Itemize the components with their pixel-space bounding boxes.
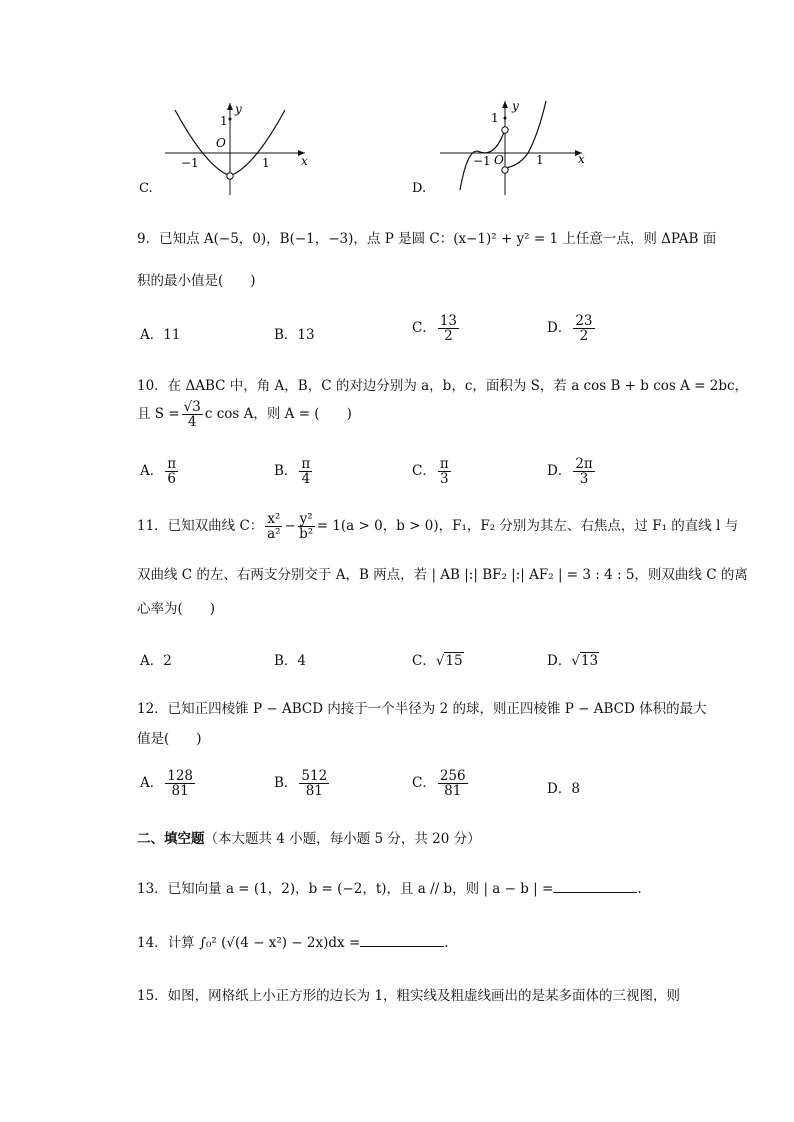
q12-option-a: A． $\frac{128}{81}$ <box>140 768 194 800</box>
answer-blank[interactable] <box>553 880 637 893</box>
open-point-top <box>502 127 508 133</box>
y-axis-arrow <box>502 101 508 108</box>
q11-option-a: A．2 <box>140 653 172 669</box>
y-axis-arrow <box>227 103 233 110</box>
answer-blank[interactable] <box>360 934 444 947</box>
q9-option-a: A．11 <box>140 327 181 343</box>
q10-option-a: A． $\frac{\pi}{6}$ <box>140 456 177 488</box>
origin-label: O <box>216 136 226 150</box>
graph-c <box>135 95 335 200</box>
one-label: 1 <box>491 111 499 125</box>
q10-option-c: C． $\frac{\pi}{3}$ <box>412 456 449 488</box>
pos-one-label: 1 <box>262 156 270 170</box>
open-point-bottom <box>502 167 508 173</box>
q12-text: 12．已知正四棱锥 P − ABCD 内接于一个半径为 2 的球，则正四棱锥 P − ABCD 体积的最大 <box>137 701 707 717</box>
q11-text-2: 双曲线 C 的左、右两支分别交于 A，B 两点，若 | AB |:| BF₂ |:| AF₂ | = 3 : 4 : 5，则双曲线 C 的离 <box>137 567 748 583</box>
x-label: x <box>578 152 585 166</box>
q9-option-c: C． $\frac{13}{2}$ <box>412 313 458 345</box>
q11-text-3: 心率为( ) <box>137 601 216 617</box>
q10-option-d: D． $\frac{2\pi}{3}$ <box>547 456 593 488</box>
q10-text: 10．在 ΔABC 中，角 A，B，C 的对边分别为 a，b，c，面积为 S，若 a cos B + b cos A = 2bc， <box>137 378 749 394</box>
q9-text: 9．已知点 A(−5，0)，B(−1，−3)，点 P 是圆 C：(x−1)² + y² = 1 上任意一点，则 ΔPAB 面 <box>137 231 717 247</box>
y-label: y <box>512 99 519 113</box>
q12-option-d: D．8 <box>547 781 580 797</box>
origin-label: O <box>494 153 504 167</box>
q10-text-2: 且 S = $\frac{√3}{4}$ c cos A，则 A = ( ) <box>137 399 352 431</box>
q13-text: 13．已知向量 a = (1，2)，b = (−2，t)，且 a // b，则 | a − b | = . <box>137 881 642 897</box>
q12-option-b: B． $\frac{512}{81}$ <box>274 768 328 800</box>
q9-option-d: D． $\frac{23}{2}$ <box>547 313 593 345</box>
option-label: D. <box>412 181 427 196</box>
q11-option-b: B．4 <box>274 653 307 669</box>
one-label: 1 <box>220 114 228 128</box>
q10-option-b: B． $\frac{\pi}{4}$ <box>274 456 311 488</box>
x-label: x <box>301 154 308 168</box>
q12-option-c: C． $\frac{256}{81}$ <box>412 768 466 800</box>
y-label: y <box>235 102 242 116</box>
option-label: C. <box>139 181 153 196</box>
section-2-heading: 二、填空题（本大题共 4 小题，每小题 5 分，共 20 分） <box>137 831 481 847</box>
q11-option-c: C．√15 <box>412 653 463 669</box>
tick-point <box>504 117 507 120</box>
graph-d <box>410 95 610 200</box>
q11-text: 11．已知双曲线 C： $\frac{\text{x²}}{\text{a²}}$ − $\frac{\text{y²}}{\text{b²}}$ = 1(a > 0，b > 0)，F₁，F₂ 分别为其左、右焦点，过 F₁ 的直线 l 与 <box>137 511 739 543</box>
pos-one-label: 1 <box>536 153 544 167</box>
q9-text-2: 积的最小值是( ) <box>137 273 256 289</box>
neg-one-label: −1 <box>473 154 491 168</box>
neg-one-label: −1 <box>181 156 199 170</box>
q14-text: 14．计算 ∫₀² (√(4 − x²) − 2x)dx = . <box>137 935 449 951</box>
q9-option-b: B．13 <box>274 327 315 343</box>
q12-text-2: 值是( ) <box>137 731 202 747</box>
q11-option-d: D．√13 <box>547 653 599 669</box>
open-point <box>227 173 233 179</box>
tick-point <box>229 118 232 121</box>
q15-text: 15．如图，网格纸上小正方形的边长为 1，粗实线及粗虚线画出的是某多面体的三视图，则 <box>137 988 681 1004</box>
